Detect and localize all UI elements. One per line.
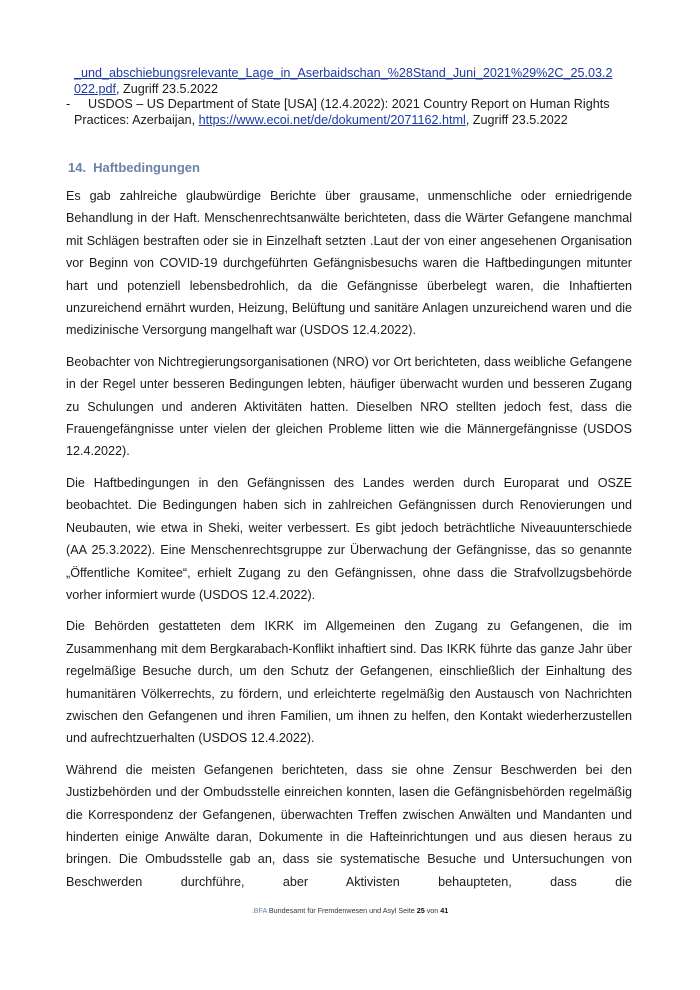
- reference-list: [66, 66, 632, 128]
- bfa-logo: .BFA: [251, 906, 267, 915]
- paragraph: Die Haftbedingungen in den Gefängnissen des Landes werden durch Europarat und OSZE beobachtet. Die Bedingungen haben sich in zahlreichen Gefängnissen durch Renovierungen und Neubauten, wie etwa in Sheki, weiter verbessert. Es gibt jedoch beträchtliche Niveauunterschiede (AA 25.3.2022). Eine Menschenrechtsgruppe zur Überwachung der Gefängnisse, das so genannte „Öffentliche Komitee“, erhielt Zugang zu den Gefängnissen, ohne dass die Strafvollzugsbehörde vorher informiert wurde (USDOS 12.4.2022).: [66, 475, 632, 602]
- paragraph: Beobachter von Nichtregierungsorganisationen (NRO) vor Ort berichteten, dass weibliche Gefangene in der Regel unter besseren Bedingungen lebten, häufiger überwacht wurden und besseren Zugang zu Schulungen und anderen Aktivitäten hatten. Dieselben NRO stellten jedoch fest, dass die Frauengefängnisse unter vielen der gleichen Probleme litten wie die Männergefängnisse (USDOS 12.4.2022).: [66, 354, 632, 459]
- section-title: Haftbedingungen: [93, 160, 200, 175]
- reference-link-ecoi[interactable]: https://www.ecoi.net/de/dokument/2071162.html: [198, 112, 466, 127]
- reference-access-date: , Zugriff 23.5.2022: [116, 81, 219, 96]
- page-total: 41: [440, 906, 449, 915]
- reference-text-2: Practices: Azerbaijan,: [74, 112, 199, 127]
- reference-continued: [66, 66, 632, 82]
- reference-continued-2: [66, 82, 632, 98]
- paragraph: Die Behörden gestatteten dem IKRK im Allgemeinen den Zugang zu Gefangenen, die im Zusammenhang mit dem Bergkarabach-Konflikt inhaftiert sind. Das IKRK führte das ganze Jahr über regelmäßige Besuche durch, um den Schutz der Gefangenen, einschließlich der Einhaltung des humanitären Völkerrechts, zu fördern, und erleichterte regelmäßig den Austausch von Nachrichten zwischen den Gefangenen und ihren Familien, um ihnen zu helfen, den Kontakt wiederherzustellen und aufrechtzuerhalten (USDOS 12.4.2022).: [66, 619, 632, 746]
- page-number: 25: [416, 906, 425, 915]
- reference-link-aa-report[interactable]: _und_abschiebungsrelevante_Lage_in_Aserbaidschan_%28Stand_Juni_2021%29%2C_25.03.2: [74, 66, 613, 80]
- section-number: 14.: [68, 160, 87, 175]
- section-heading: [68, 160, 200, 175]
- section-body: [66, 185, 632, 902]
- reference-item-usdos-line2: [66, 113, 632, 129]
- paragraph: Während die meisten Gefangenen berichteten, dass sie ohne Zensur Beschwerden bei den Justizbehörden und der Ombudsstelle einreichen konnten, lasen die Gefängnisbehörden regelmäßig die Korrespondenz der Gefangenen, überwachten Treffen zwischen Anwälten und Mandanten und hinderten einige Anwälte daran, Dokumente in die Hafteinrichtungen und aus diesen heraus zu bringen. Die Ombudsstelle gab an, dass sie systematische Besuche und Untersuchungen von Beschwerden durchführe, aber Aktivisten behaupteten, dass die: [66, 762, 632, 889]
- footer-of: von: [424, 906, 441, 915]
- paragraph: Es gab zahlreiche glaubwürdige Berichte über grausame, unmenschliche oder erniedrigende Behandlung in der Haft. Menschenrechtsanwälte berichteten, dass die Wärter Gefangene manchmal mit Schlägen bestraften oder sie in Einzelhaft setzten .Laut der von einer angesehenen Organisation vor Beginn von COVID-19 durchgeführten Gefängnisbesuchs waren die Haftbedingungen mitunter hart und potenziell lebensbedrohlich, da die Gefängnisse überbelegt waren, die Inhaftierten unzureichend ernährt wurden, Heizung, Belüftung und sanitäre Anlagen unzureichend waren und die medizinische Versorgung mangelhaft war (USDOS 12.4.2022).: [66, 189, 632, 338]
- reference-link-aa-report-end[interactable]: 022.pdf: [74, 81, 117, 96]
- reference-item-usdos: [66, 97, 632, 113]
- reference-access-date-2: , Zugriff 23.5.2022: [465, 112, 568, 127]
- list-dash: -: [66, 97, 71, 112]
- reference-text: USDOS – US Department of State [USA] (12.4.2022): 2021 Country Report on Human Rights: [88, 97, 610, 112]
- page-footer: [0, 906, 700, 915]
- footer-org: Bundesamt für Fremdenwesen und Asyl Seite: [266, 906, 417, 915]
